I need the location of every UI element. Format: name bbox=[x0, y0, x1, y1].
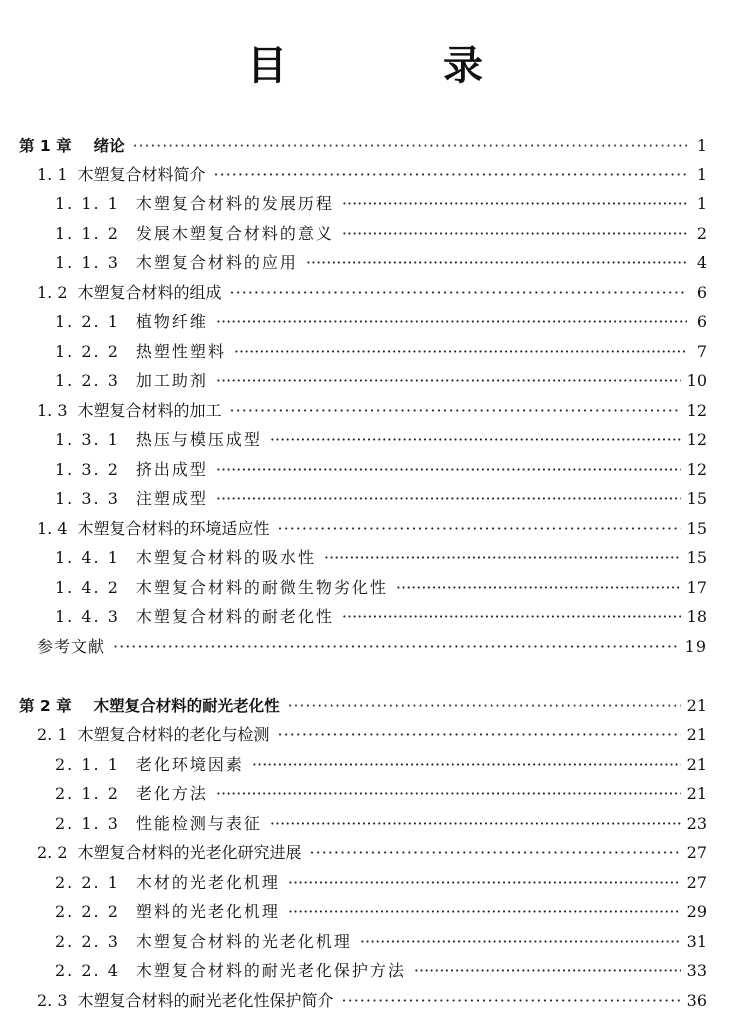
entry-title: 热压与模压成型 bbox=[135, 430, 262, 449]
entry-page: 27 bbox=[686, 873, 707, 892]
entry-number: 1. 2 bbox=[37, 283, 68, 302]
entry-number: 2. 1. 3 bbox=[55, 814, 120, 833]
entry-page: 4 bbox=[696, 253, 707, 272]
entry-page: 18 bbox=[686, 607, 707, 626]
entry-number: 1. 2. 2 bbox=[55, 342, 120, 361]
entry-title: 木塑复合材料的应用 bbox=[135, 253, 298, 272]
entry-number: 1. 3. 2 bbox=[55, 460, 120, 479]
leader-dots bbox=[230, 283, 687, 303]
toc-entry[interactable] bbox=[55, 426, 707, 450]
leader-dots bbox=[216, 312, 687, 332]
entry-page: 33 bbox=[686, 961, 707, 980]
entry-title: 注塑成型 bbox=[135, 489, 208, 508]
entry-number: 1. 3. 1 bbox=[55, 430, 120, 449]
toc-entry[interactable] bbox=[55, 485, 707, 509]
entry-title: 木塑复合材料的加工 bbox=[77, 401, 222, 420]
entry-number: 2. 2. 1 bbox=[55, 873, 120, 892]
entry-number: 1. 3. 3 bbox=[55, 489, 120, 508]
entry-title: 木材的光老化机理 bbox=[135, 873, 280, 892]
entry-page: 21 bbox=[686, 696, 707, 715]
leader-dots bbox=[342, 194, 687, 214]
toc-entry[interactable] bbox=[55, 367, 707, 391]
toc-entry[interactable] bbox=[55, 544, 707, 568]
leader-dots bbox=[234, 342, 687, 362]
toc-entry[interactable] bbox=[55, 249, 707, 273]
leader-dots bbox=[396, 578, 681, 598]
toc-entry[interactable] bbox=[55, 780, 707, 804]
leader-dots bbox=[288, 902, 681, 922]
leader-dots bbox=[216, 460, 681, 480]
entry-page: 15 bbox=[686, 489, 707, 508]
leader-dots bbox=[310, 843, 681, 863]
leader-dots bbox=[324, 548, 681, 568]
toc-entry[interactable] bbox=[37, 279, 707, 303]
entry-title: 木塑复合材料简介 bbox=[77, 165, 206, 184]
entry-number: 1. 1. 1 bbox=[55, 194, 120, 213]
leader-dots bbox=[214, 165, 687, 185]
toc-entry[interactable] bbox=[55, 456, 707, 480]
entry-title: 木塑复合材料的吸水性 bbox=[135, 548, 316, 567]
entry-title: 植物纤维 bbox=[135, 312, 208, 331]
leader-dots bbox=[278, 725, 681, 745]
entry-title: 性能检测与表征 bbox=[135, 814, 262, 833]
entry-page: 12 bbox=[686, 401, 707, 420]
entry-number: 1. 4. 2 bbox=[55, 578, 120, 597]
toc-entry-references[interactable] bbox=[37, 633, 707, 657]
entry-title: 木塑复合材料的耐光老化保护方法 bbox=[135, 961, 406, 980]
leader-dots bbox=[216, 371, 681, 391]
entry-page: 1 bbox=[696, 165, 707, 184]
entry-number: 第 1 章 bbox=[19, 137, 72, 155]
toc-entry[interactable] bbox=[55, 220, 707, 244]
toc-entry[interactable] bbox=[55, 869, 707, 893]
toc-entry[interactable] bbox=[55, 928, 707, 952]
entry-page: 6 bbox=[696, 283, 707, 302]
leader-dots bbox=[342, 224, 687, 244]
toc-entry[interactable] bbox=[37, 839, 707, 863]
entry-page: 21 bbox=[686, 755, 707, 774]
entry-title: 绪论 bbox=[93, 137, 125, 155]
leader-dots bbox=[252, 755, 681, 775]
leader-dots bbox=[288, 873, 681, 893]
entry-number: 2. 1. 2 bbox=[55, 784, 120, 803]
leader-dots bbox=[306, 253, 687, 273]
toc-entry[interactable] bbox=[55, 810, 707, 834]
leader-dots bbox=[133, 136, 687, 156]
entry-number: 1. 1. 2 bbox=[55, 224, 120, 243]
entry-page: 1 bbox=[696, 136, 707, 155]
entry-title: 木塑复合材料的耐光老化性保护简介 bbox=[77, 991, 334, 1010]
leader-dots bbox=[342, 991, 681, 1011]
entry-title: 发展木塑复合材料的意义 bbox=[135, 224, 334, 243]
entry-page: 23 bbox=[686, 814, 707, 833]
entry-page: 15 bbox=[686, 548, 707, 567]
entry-number: 1. 4. 3 bbox=[55, 607, 120, 626]
entry-number: 1. 4. 1 bbox=[55, 548, 120, 567]
toc-entry[interactable] bbox=[55, 308, 707, 332]
entry-page: 36 bbox=[686, 991, 707, 1010]
toc-entry[interactable] bbox=[55, 898, 707, 922]
leader-dots bbox=[278, 519, 681, 539]
entry-number: 1. 1. 3 bbox=[55, 253, 120, 272]
entry-page: 6 bbox=[696, 312, 707, 331]
entry-title: 木塑复合材料的老化与检测 bbox=[77, 725, 270, 744]
entry-page: 31 bbox=[686, 932, 707, 951]
entry-number: 2. 2. 2 bbox=[55, 902, 120, 921]
entry-number: 1. 3 bbox=[37, 401, 68, 420]
entry-title: 加工助剂 bbox=[135, 371, 208, 390]
leader-dots bbox=[270, 814, 681, 834]
entry-page: 15 bbox=[686, 519, 707, 538]
entry-page: 1 bbox=[696, 194, 707, 213]
page-title: 目 录 bbox=[247, 43, 541, 89]
entry-title: 参考文献 bbox=[37, 637, 106, 656]
leader-dots bbox=[342, 607, 681, 627]
entry-number: 2. 2 bbox=[37, 843, 68, 862]
entry-number: 第 2 章 bbox=[19, 697, 72, 715]
entry-page: 17 bbox=[686, 578, 707, 597]
toc-entry[interactable] bbox=[55, 338, 707, 362]
entry-number: 2. 1 bbox=[37, 725, 68, 744]
entry-page: 21 bbox=[686, 725, 707, 744]
toc-entry[interactable] bbox=[55, 957, 707, 981]
entry-page: 7 bbox=[696, 342, 707, 361]
toc-entry[interactable] bbox=[55, 190, 707, 214]
entry-number: 2. 2. 3 bbox=[55, 932, 120, 951]
leader-dots bbox=[113, 637, 679, 657]
entry-page: 21 bbox=[686, 784, 707, 803]
entry-page: 2 bbox=[696, 224, 707, 243]
entry-title: 木塑复合材料的光老化机理 bbox=[135, 932, 352, 951]
leader-dots bbox=[414, 961, 681, 981]
entry-number: 2. 2. 4 bbox=[55, 961, 120, 980]
entry-title: 木塑复合材料的耐光老化性 bbox=[93, 697, 280, 715]
entry-title: 木塑复合材料的发展历程 bbox=[135, 194, 334, 213]
leader-dots bbox=[216, 784, 681, 804]
entry-page: 27 bbox=[686, 843, 707, 862]
entry-title: 木塑复合材料的耐微生物劣化性 bbox=[135, 578, 388, 597]
entry-page: 12 bbox=[686, 430, 707, 449]
entry-page: 10 bbox=[686, 371, 707, 390]
toc-entry[interactable] bbox=[37, 397, 707, 421]
entry-number: 1. 1 bbox=[37, 165, 68, 184]
entry-number: 1. 4 bbox=[37, 519, 68, 538]
entry-page: 12 bbox=[686, 460, 707, 479]
toc-entry[interactable] bbox=[37, 161, 707, 185]
toc-entry-ch2[interactable] bbox=[19, 692, 707, 716]
leader-dots bbox=[288, 696, 681, 716]
entry-title: 木塑复合材料的组成 bbox=[77, 283, 222, 302]
entry-number: 1. 2. 1 bbox=[55, 312, 120, 331]
entry-title: 挤出成型 bbox=[135, 460, 208, 479]
entry-page: 29 bbox=[686, 902, 707, 921]
leader-dots bbox=[216, 489, 681, 509]
entry-title: 热塑性塑料 bbox=[135, 342, 226, 361]
entry-number: 2. 1. 1 bbox=[55, 755, 120, 774]
entry-number: 2. 3 bbox=[37, 991, 68, 1010]
entry-title: 木塑复合材料的耐老化性 bbox=[135, 607, 334, 626]
toc-entry[interactable] bbox=[37, 987, 707, 1011]
entry-title: 老化方法 bbox=[135, 784, 208, 803]
leader-dots bbox=[360, 932, 681, 952]
entry-page: 19 bbox=[684, 637, 707, 656]
toc-entry-ch1[interactable] bbox=[19, 132, 707, 156]
entry-title: 木塑复合材料的环境适应性 bbox=[77, 519, 270, 538]
entry-number: 1. 2. 3 bbox=[55, 371, 120, 390]
leader-dots bbox=[230, 401, 681, 421]
toc-entry[interactable] bbox=[55, 603, 707, 627]
toc-entry[interactable] bbox=[55, 574, 707, 598]
entry-title: 老化环境因素 bbox=[135, 755, 244, 774]
toc-entry[interactable] bbox=[37, 721, 707, 745]
entry-title: 木塑复合材料的光老化研究进展 bbox=[77, 843, 302, 862]
leader-dots bbox=[270, 430, 681, 450]
toc-entry[interactable] bbox=[37, 515, 707, 539]
toc-entry[interactable] bbox=[55, 751, 707, 775]
entry-title: 塑料的光老化机理 bbox=[135, 902, 280, 921]
